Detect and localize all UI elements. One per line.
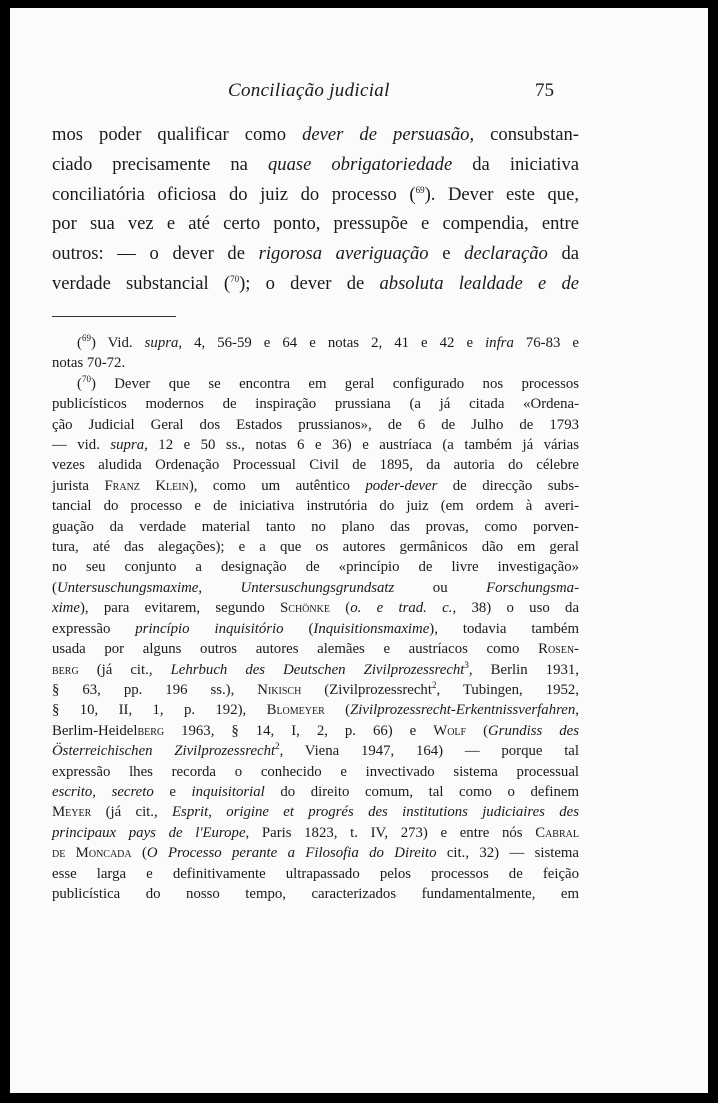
body-paragraph	[52, 120, 579, 299]
footnote-line: escrito, secreto e inquisitorial do direito comum, tal como o definem	[52, 783, 579, 800]
footnote-line: usada por alguns outros autores alemães e austríacos como Rosen-	[52, 641, 579, 658]
footnote-line: berg (já cit., Lehrbuch des Deutschen Zivilprozessrecht$^3$, Berlin 1931,	[52, 659, 579, 678]
footnote-line: § 10, II, 1, p. 192), Blomeyer (Zivilprozessrecht-Erkentnissverfahren,	[52, 702, 579, 719]
footnote-69	[52, 333, 579, 374]
footnote-line: Österreichischen Zivilprozessrecht$^2$, Viena 1947, 164) — porque tal	[52, 741, 579, 760]
body-line: outros: — o dever de rigorosa averiguação e declaração da	[52, 243, 579, 265]
footnote-line: Meyer (já cit., Esprit, origine et progrés des institutions judiciaires des	[52, 804, 579, 821]
body-line: verdade substancial ($^{70}$); o dever de absoluta lealdade e de	[52, 272, 580, 294]
book-page	[10, 8, 708, 1093]
footnote-line: publicística do nosso tempo, caracterizados fundamentalmente, em	[52, 885, 579, 902]
body-line: por sua vez e até certo ponto, pressupõe e compendia, entre	[52, 213, 579, 235]
footnote-line: no seu conjunto a designação de «princípio de livre investigação»	[52, 559, 579, 576]
footnote-line: de Moncada (O Processo perante a Filosofia do Direito cit., 32) — sistema	[52, 845, 580, 862]
footnote-line: esse larga e definitivamente ultrapassado pelos processos de feição	[52, 865, 579, 882]
page-number: 75	[535, 80, 554, 101]
footnote-line: vezes aludida Ordenação Processual Civil de 1895, da autoria do célebre	[52, 457, 579, 474]
running-title: Conciliação judicial	[228, 80, 390, 101]
footnote-separator	[52, 316, 176, 317]
footnote-line: tancial do processo e de iniciativa instrutória do juiz (em ordem à averi-	[52, 498, 579, 515]
footnote-line: expressão lhes recorda o conhecido e invectivado sistema processual	[52, 763, 579, 780]
footnote-line: expressão princípio inquisitório (Inquisitionsmaxime), todavia também	[52, 620, 579, 637]
footnote-line: § 63, pp. 196 ss.), Nikisch (Zivilprozessrecht$^2$, Tubingen, 1952,	[52, 679, 579, 698]
footnote-line: jurista Franz Klein), como um autêntico poder-dever de direcção subs-	[52, 477, 580, 494]
footnote-line: Berlim-Heidelberg 1963, § 14, I, 2, p. 66) e Wolf (Grundiss des	[52, 722, 579, 739]
footnote-line: principaux pays de l'Europe, Paris 1823, t. IV, 273) e entre nós Cabral	[52, 824, 579, 841]
footnotes	[52, 333, 579, 904]
page-header	[10, 80, 708, 106]
footnote-line: — vid. supra, 12 e 50 ss., notas 6 e 36) e austríaca (a também já várias	[52, 437, 579, 454]
footnote-line: (Untersuschungsmaxime, Untersuschungsgrundsatz ou Forschungsma-	[52, 579, 579, 596]
footnote-line: ção Judicial Geral dos Estados prussianos», de 6 de Julho de 1793	[52, 416, 579, 433]
body-line: ciado precisamente na quase obrigatoriedade da iniciativa	[52, 153, 580, 175]
body-line: conciliatória oficiosa do juiz do processo ($^{69}$). Dever este que,	[52, 183, 579, 205]
footnote-line: publicísticos modernos de inspiração prussiana (a já citada «Ordena-	[52, 396, 579, 413]
body-line: mos poder qualificar como dever de persuasão, consubstan-	[52, 124, 579, 145]
footnote-line: xime), para evitarem, segundo Schönke (o. e trad. c., 38) o uso da	[52, 600, 580, 617]
footnote-line: notas 70-72.	[52, 355, 126, 372]
footnote-line: ($^{70}$) Dever que se encontra em geral configurado nos processos	[77, 373, 579, 392]
footnote-line: guação da verdade material tanto no plano das provas, como porven-	[52, 518, 579, 535]
footnote-line: tura, até das alegações); e a que os autores germânicos dão em geral	[52, 539, 579, 556]
footnote-line: ($^{69}$) Vid. supra, 4, 56-59 e 64 e notas 2, 41 e 42 e infra 76-83 e	[77, 333, 579, 351]
footnote-70	[52, 374, 579, 905]
